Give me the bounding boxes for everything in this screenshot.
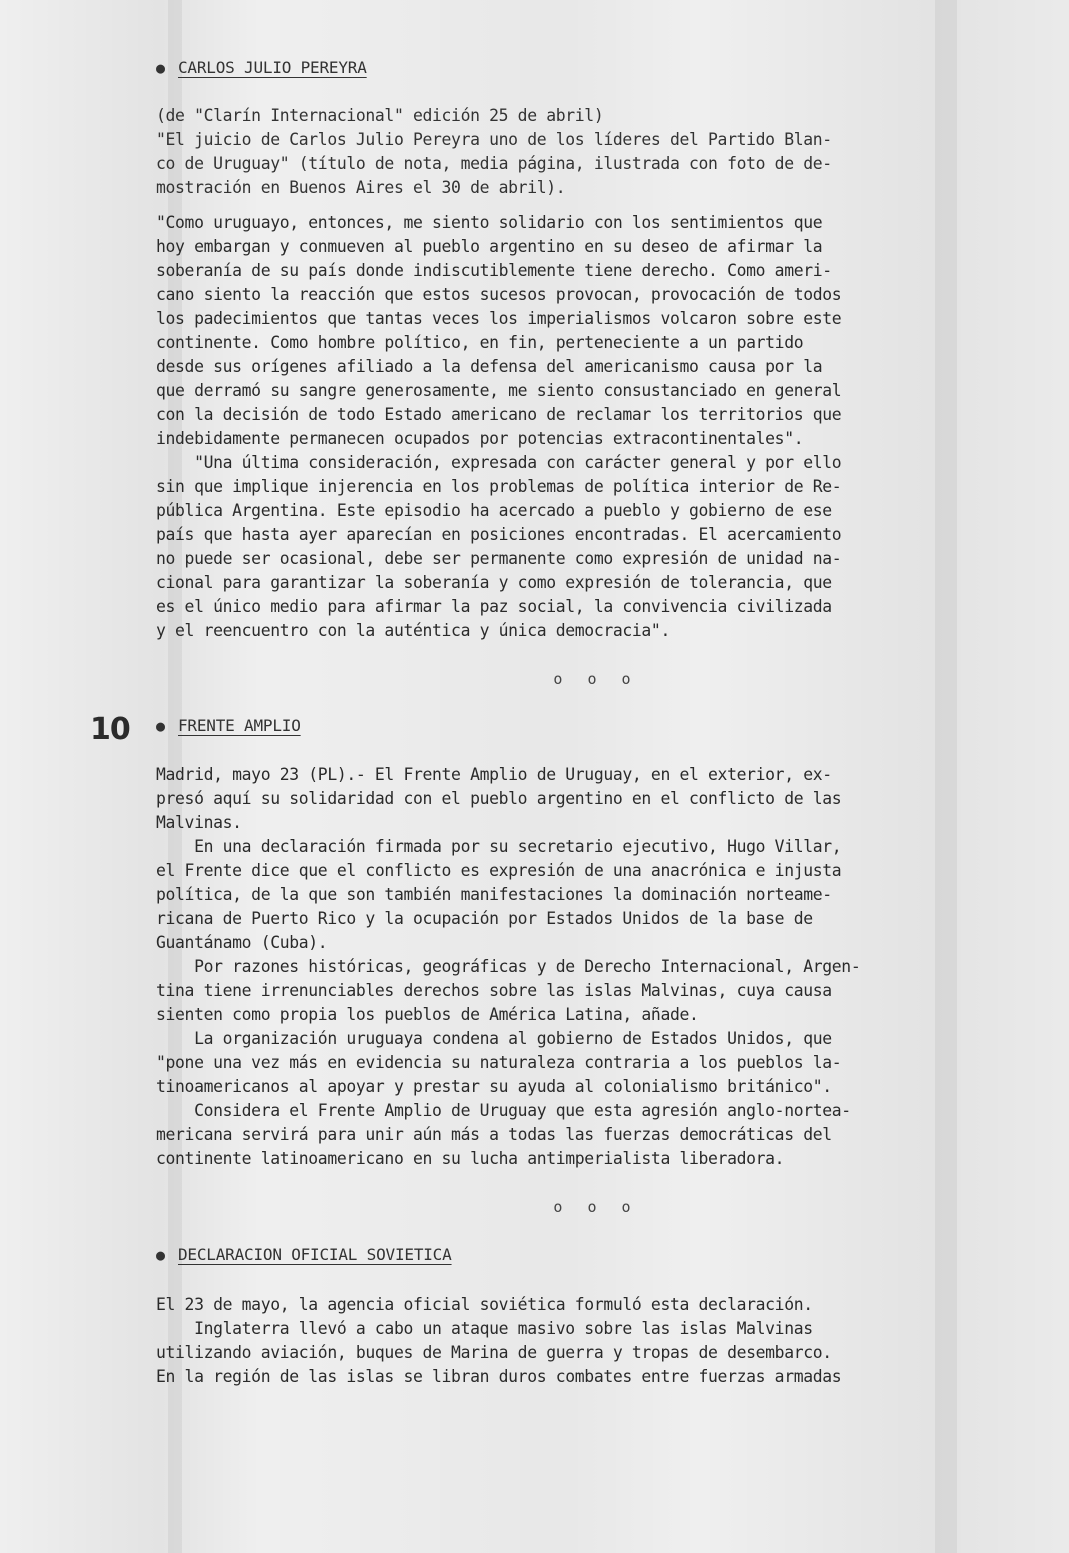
bullet-icon: ● (156, 59, 165, 77)
heading-text: FRENTE AMPLIO (178, 716, 301, 735)
page-number: 10 (90, 712, 130, 747)
section-heading-frente-amplio (156, 716, 301, 736)
paragraph-quote: "Como uruguayo, entonces, me siento solidario con los sentimientos que hoy embargan y conmueven al pueblo argentino en su deseo de afirmar la soberanía de su país donde indiscutiblemente tiene derecho. Como ameri- cano siento la reacción que estos sucesos provocan, provocación de todos los padecimientos que tantas veces los imperialismos volcaron sobre este continente. Como hombre político, en fin, perteneciente a un partido desde sus orígenes afiliado a la defensa del americanismo causa por la que derramó su sangre generosamente, me siento consustanciado en general con la decisión de todo Estado americano de reclamar los territorios que indebidamente permanecen ocupados por potencias extracontinentales". "Una última consideración, expresada con carácter general y por ello sin que implique injerencia en los problemas de política interior de Re- pública Argentina. Este episodio ha acercado a pueblo y gobierno de ese país que hasta ayer aparecían en posiciones encontradas. El acercamiento no puede ser ocasional, debe ser permanente como expresión de unidad na- cional para garantizar la soberanía y como expresión de tolerancia, que es el único medio para afirmar la paz social, la convivencia civilizada y el reencuentro con la auténtica y única democracia". (156, 213, 842, 640)
section-heading-declaracion-sovietica (156, 1245, 452, 1265)
section-divider: o o o (553, 670, 639, 688)
bullet-icon: ● (156, 1246, 165, 1264)
section-divider: o o o (553, 1198, 639, 1216)
paragraph-source: (de "Clarín Internacional" edición 25 de abril) "El juicio de Carlos Julio Pereyra uno de los líderes del Partido Blan- co de Uruguay" (título de nota, media página, ilustrada con foto de de- mostración en Buenos Aires el 30 de abril). (156, 106, 832, 197)
section-heading-pereyra (156, 58, 367, 78)
paragraph-body: Madrid, mayo 23 (PL).- El Frente Amplio de Uruguay, en el exterior, ex- presó aquí su solidaridad con el pueblo argentino en el conflicto de las Malvinas. En una declaración firmada por su secretario ejecutivo, Hugo Villar, el Frente dice que el conflicto es expresión de una anacrónica e injusta política, de la que son también manifestaciones la dominación norteame- ricana de Puerto Rico y la ocupación por Estados Unidos de la base de Guantánamo (Cuba). Por razones históricas, geográficas y de Derecho Internacional, Argen- tina tiene irrenunciables derechos sobre las islas Malvinas, cuya causa sienten como propia los pueblos de América Latina, añade. La organización uruguaya condena al gobierno de Estados Unidos, que "pone una vez más en evidencia su naturaleza contraria a los pueblos la- tinoamericanos al apoyar y prestar su ayuda al colonialismo británico". Considera el Frente Amplio de Uruguay que esta agresión anglo-nortea- mericana servirá para unir aún más a todas las fuerzas democráticas del continente latinoamericano en su lucha antimperialista liberadora. (156, 765, 861, 1168)
paragraph-body: El 23 de mayo, la agencia oficial soviética formuló esta declaración. Inglaterra llevó a cabo un ataque masivo sobre las islas Malvinas utilizando aviación, buques de Marina de guerra y tropas de desembarco. En la región de las islas se libran duros combates entre fuerzas armadas (156, 1295, 842, 1386)
heading-text: DECLARACION OFICIAL SOVIETICA (178, 1245, 452, 1264)
heading-text: CARLOS JULIO PEREYRA (178, 58, 367, 77)
bullet-icon: ● (156, 717, 165, 735)
